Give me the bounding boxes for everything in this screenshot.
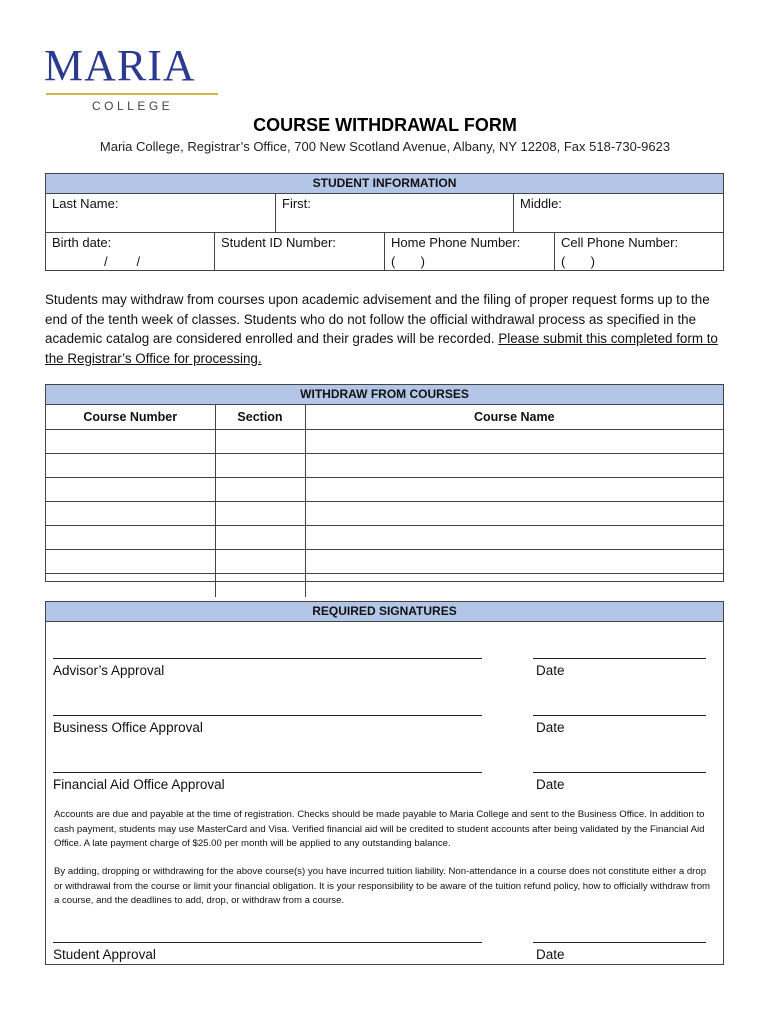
birth-date-label: Birth date:	[52, 235, 112, 250]
form-title: COURSE WITHDRAWAL FORM	[253, 115, 517, 135]
course-name-cell[interactable]	[305, 574, 723, 598]
course-name-cell[interactable]	[305, 502, 723, 526]
course-name-cell[interactable]	[305, 454, 723, 478]
course-name-header: Course Name	[305, 405, 723, 430]
course-number-cell[interactable]	[46, 502, 215, 526]
table-row	[46, 478, 723, 502]
student-signature-line[interactable]	[53, 942, 482, 943]
financial-aid-date-line[interactable]	[533, 772, 706, 773]
student-information-section	[45, 173, 724, 271]
liability-notice: By adding, dropping or withdrawing for the above course(s) you have incurred tuition liability. Non-attendance in a course does not constitute either a drop or withdrawal from the course or limit your financial obligation. It is your responsibility to be aware of the tuition refund policy, how to officially withdraw from a course, and the deadlines to add, drop, or withdraw from a course.	[54, 866, 711, 906]
advisor-signature-line[interactable]	[53, 658, 482, 659]
business-date-label: Date	[536, 720, 565, 735]
financial-aid-approval-label: Financial Aid Office Approval	[53, 777, 225, 792]
home-phone-field[interactable]	[385, 233, 555, 271]
course-number-cell[interactable]	[46, 478, 215, 502]
section-cell[interactable]	[215, 430, 305, 454]
logo-rule	[46, 93, 218, 95]
course-name-cell[interactable]	[305, 550, 723, 574]
course-name-cell[interactable]	[305, 526, 723, 550]
section-cell[interactable]	[215, 526, 305, 550]
course-number-header: Course Number	[46, 405, 215, 430]
course-number-cell[interactable]	[46, 550, 215, 574]
section-cell[interactable]	[215, 454, 305, 478]
last-name-field[interactable]	[46, 194, 276, 232]
course-number-cell[interactable]	[46, 430, 215, 454]
name-row	[46, 194, 723, 233]
home-phone-area-code: ( )	[391, 254, 425, 269]
table-row	[46, 502, 723, 526]
instructions-text: Students may withdraw from courses upon academic advisement and the filing of proper request forms up to the end of the tenth week of classes. Students who do not follow the official withdrawal process as specified in the academic catalog are considered enrolled and their grades will be recorded.	[45, 292, 710, 346]
section-cell[interactable]	[215, 478, 305, 502]
cell-phone-label: Cell Phone Number:	[561, 235, 679, 250]
business-date-line[interactable]	[533, 715, 706, 716]
section-cell[interactable]	[215, 550, 305, 574]
course-number-cell[interactable]	[46, 526, 215, 550]
business-approval-label: Business Office Approval	[53, 720, 203, 735]
courses-table	[46, 405, 723, 597]
advisor-date-line[interactable]	[533, 658, 706, 659]
course-name-cell[interactable]	[305, 478, 723, 502]
table-row	[46, 430, 723, 454]
required-signatures-section	[45, 601, 724, 965]
section-header: Section	[215, 405, 305, 430]
logo-subtitle: COLLEGE	[92, 99, 174, 113]
financial-aid-date-label: Date	[536, 777, 565, 792]
last-name-label: Last Name:	[52, 196, 119, 211]
logo-wordmark: MARIA	[44, 41, 196, 90]
student-date-label: Date	[536, 947, 565, 962]
section-cell[interactable]	[215, 574, 305, 598]
advisor-date-label: Date	[536, 663, 565, 678]
home-phone-label: Home Phone Number:	[391, 235, 521, 250]
courses-header-row	[46, 405, 723, 430]
birth-date-slashes: / /	[104, 254, 141, 269]
financial-aid-signature-line[interactable]	[53, 772, 482, 773]
business-signature-line[interactable]	[53, 715, 482, 716]
student-id-label: Student ID Number:	[221, 235, 336, 250]
cell-phone-area-code: ( )	[561, 254, 595, 269]
withdrawal-instructions	[45, 290, 725, 368]
table-row	[46, 550, 723, 574]
table-row	[46, 574, 723, 598]
course-name-cell[interactable]	[305, 430, 723, 454]
withdraw-courses-section	[45, 384, 724, 582]
course-number-cell[interactable]	[46, 454, 215, 478]
maria-college-logo	[44, 41, 220, 116]
instructions-submit-note: Please submit this completed form to the Registrar’s Office for processing.	[45, 331, 718, 366]
birth-date-field[interactable]	[46, 233, 215, 271]
student-information-heading: STUDENT INFORMATION	[46, 174, 723, 194]
contact-row	[46, 233, 723, 271]
registrar-address: Maria College, Registrar’s Office, 700 New Scotland Avenue, Albany, NY 12208, Fax 518-730-9623	[99, 139, 671, 154]
middle-name-label: Middle:	[520, 196, 562, 211]
withdraw-courses-heading: WITHDRAW FROM COURSES	[46, 385, 723, 405]
student-approval-label: Student Approval	[53, 947, 156, 962]
table-row	[46, 526, 723, 550]
first-name-label: First:	[282, 196, 311, 211]
cell-phone-field[interactable]	[555, 233, 723, 271]
advisor-approval-label: Advisor’s Approval	[53, 663, 165, 678]
course-number-cell[interactable]	[46, 574, 215, 598]
first-name-field[interactable]	[276, 194, 514, 232]
student-date-line[interactable]	[533, 942, 706, 943]
payment-notice: Accounts are due and payable at the time of registration. Checks should be made payable to Maria College and sent to the Business Office. In addition to cash payment, students may use MasterCard and Visa. Verified financial aid will be credited to student accounts after being validated by the Financial Aid Office. A late payment charge of $25.00 per month will be applied to any outstanding balance.	[54, 809, 705, 849]
middle-name-field[interactable]	[514, 194, 723, 232]
table-row	[46, 454, 723, 478]
section-cell[interactable]	[215, 502, 305, 526]
required-signatures-heading: REQUIRED SIGNATURES	[46, 602, 723, 622]
student-id-field[interactable]	[215, 233, 385, 271]
